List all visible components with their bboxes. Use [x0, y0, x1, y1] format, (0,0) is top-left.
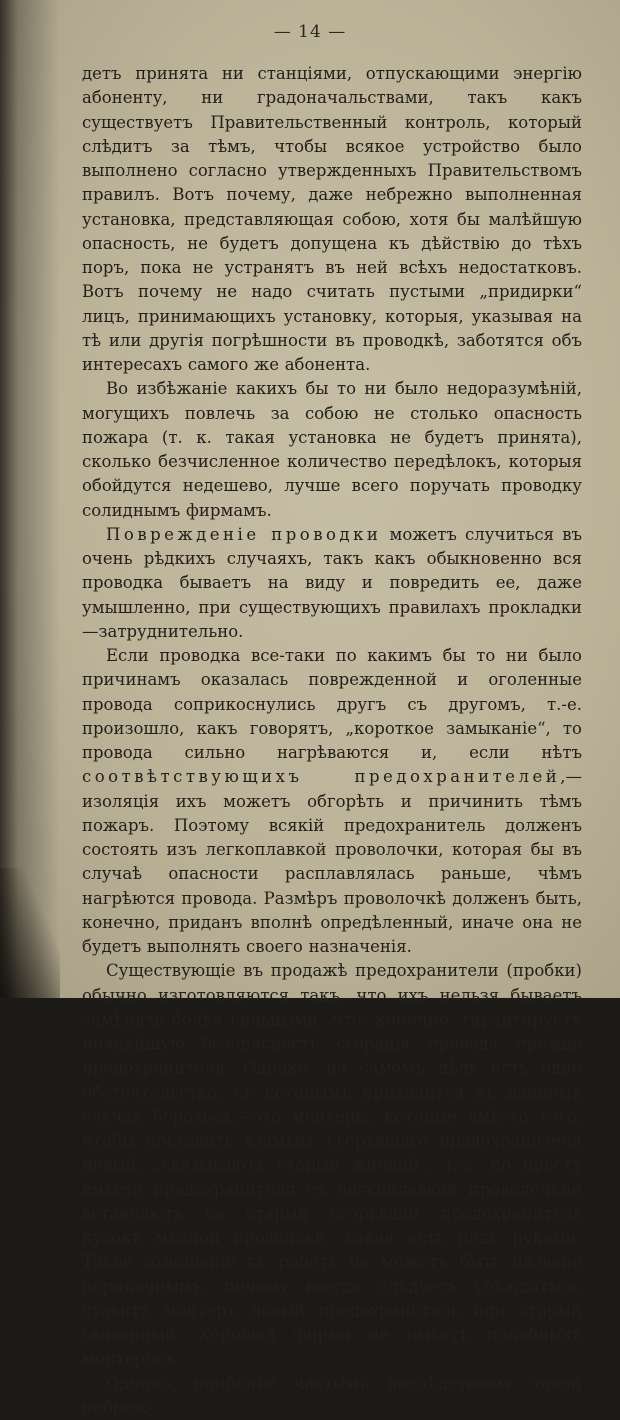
paragraph-3 — [82, 523, 582, 644]
spaced-term-damage: Поврежденіе проводки — [106, 525, 381, 544]
paragraph-2: Во избѣжаніе какихъ бы то ни было недоразумѣній, могущихъ повлечь за собою не столько опасность пожара (т. к. такая установка не будетъ принята), сколько безчисленное количество передѣлокъ, которыя обойдутся недешево, лучше всего поручать проводку солиднымъ фирмамъ. — [82, 377, 582, 523]
spine-shadow — [0, 0, 60, 998]
paragraph-4 — [82, 644, 582, 959]
paragraph-3-rest: можетъ случиться въ очень рѣдкихъ случаяхъ, такъ какъ обыкновенно вся проводка бываетъ на виду и повредить ее, даже умышленно, при существующихъ правилахъ прокладки—затруднительно. — [82, 525, 582, 641]
paragraph-5: Существующіе въ продажѣ предохранители (пробки) обычно изготовляются такъ, что ихъ нельзя бываетъ замѣнять болѣе сильными, что, конечно, гарантируетъ полнѣйшую безопасность сгоранія провода прежде предохранителя. Однако, на самомъ дѣлѣ есть одно обстоятельство, съ которымъ приходится въ данномъ случаѣ бороться,—это монтеры, которые вмѣсто того, чтобы поставить взамѣнъ сгорѣвшаго предохранителя новый, „связываютъ старый жилкой“, т.-е. по просту вмѣсто предохранителя съ легкоплавкой проволочкой вставляютъ въ старый сгорѣвшій предохранитель кусокъ мѣдной проволоки, какая есть подъ руками. Такое отношеніе къ работѣ не можетъ быть названо порядочнымъ, почему всегда слѣдуетъ убѣждаться, ставитъ монтеръ новый предохранитель или старый связанный. Хорошая фирма не имѣетъ подобныхъ монтеровъ. — [82, 959, 582, 1371]
paragraph-1: детъ принята ни станціями, отпускающими энергію абоненту, ни градоначальствами, такъ какъ существуетъ Правительственный контроль, который слѣдитъ за тѣмъ, чтобы всякое устройство было выполнено согласно утвержденныхъ Правительствомъ правилъ. Вотъ почему, даже небрежно выполненная установка, представляющая собою, хотя бы малѣйшую опасность, не будетъ допущена къ дѣйствію до тѣхъ поръ, пока не устранятъ въ ней всѣхъ недостатковъ. Вотъ почему не надо считать пустыми „придирки“ лицъ, принимающихъ установку, которыя, указывая на тѣ или другія погрѣшности въ проводкѣ, заботятся объ интересахъ самого же абонента. — [82, 62, 582, 377]
page-edge-shadow — [0, 868, 60, 998]
paragraph-4-end: ,—изоляція ихъ можетъ обгорѣть и причинить тѣмъ пожаръ. Поэтому всякій предохранитель долженъ состоять изъ легкоплавкой проволочки, которая бы въ случаѣ опасности расплавлялась раньше, чѣмъ нагрѣются провода. Размѣръ проволочкѣ долженъ быть, конечно, приданъ вполнѣ опредѣленный, иначе она не будетъ выполнять своего назначенія. — [82, 767, 582, 956]
body-text — [82, 62, 582, 1420]
paragraph-4-start: Если проводка все-таки по какимъ бы то ни было причинамъ оказалась поврежденной и оголенные провода соприкоснулись другъ съ другомъ, т.-е. произошло, какъ говорятъ, „короткое замыканіе“, то провода сильно нагрѣваются и, если нѣтъ — [82, 646, 582, 762]
spaced-term-fuses: соотвѣтствующихъ предохранителей — [82, 767, 560, 786]
page-number: — 14 — — [0, 22, 620, 42]
paragraph-6: Однако, наиболѣе частымъ послѣдствіемъ такой небреж- — [82, 1372, 582, 1420]
